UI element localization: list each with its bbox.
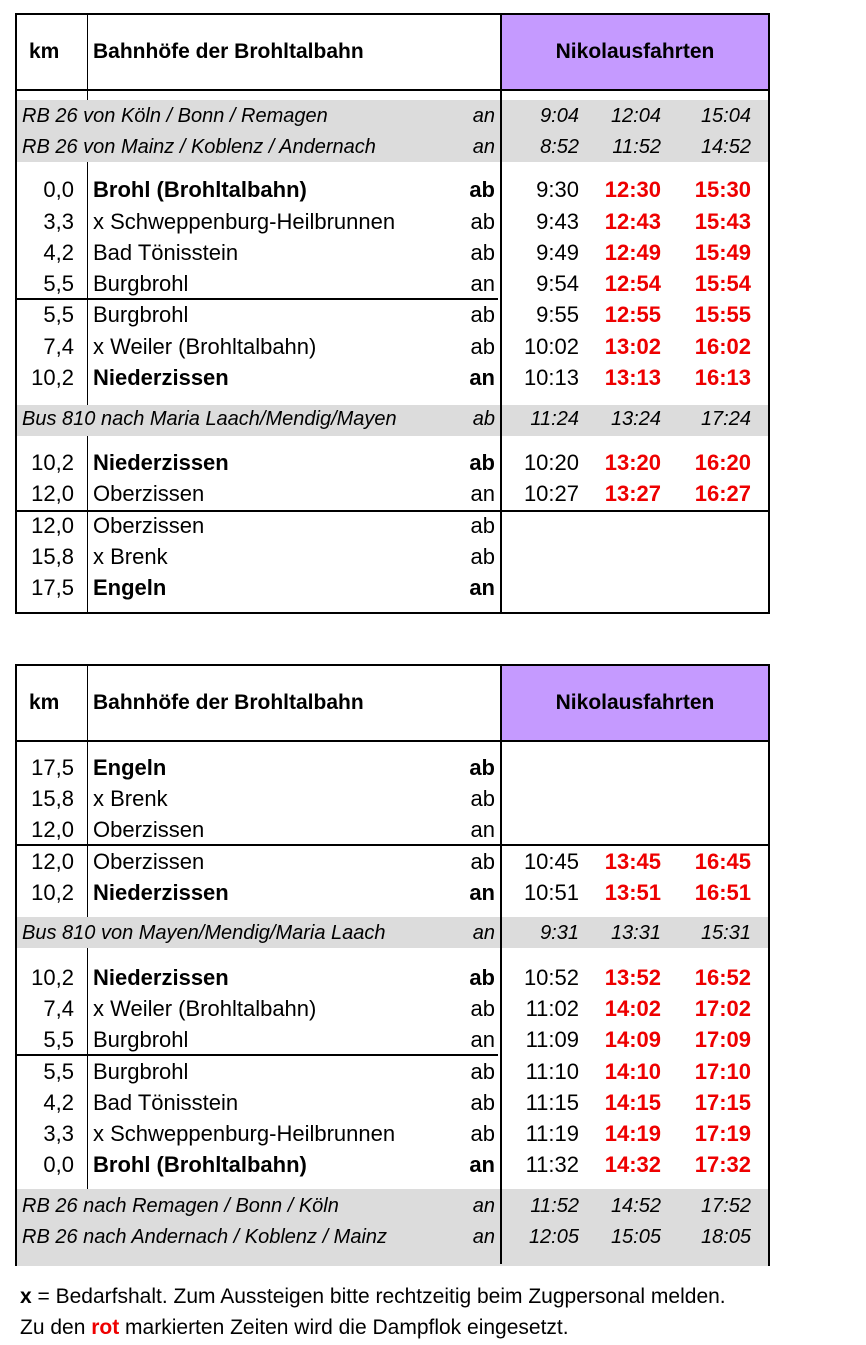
arr-dep-cell: ab — [470, 240, 495, 265]
arr-dep-cell: ab — [470, 786, 495, 811]
header-stations: Bahnhöfe der Brohltalbahn — [93, 691, 364, 714]
km-cell: 12,0 — [31, 481, 74, 506]
station-cell: Brohl (Brohltalbahn) — [93, 1152, 307, 1177]
arr-dep-cell: ab — [469, 450, 495, 475]
time-cell: 13:13 — [604, 365, 661, 390]
station-cell: Oberzissen — [93, 513, 205, 538]
station-cell: Burgbrohl — [93, 1059, 189, 1084]
table-row — [17, 1056, 768, 1087]
arr-dep-cell: ab — [469, 177, 495, 202]
arr-dep-cell: ab — [470, 1121, 495, 1146]
km-cell: 12,0 — [31, 513, 74, 538]
time-cell: 11:19 — [525, 1121, 579, 1146]
time-cell: 18:05 — [700, 1226, 751, 1248]
time-cell: 15:05 — [610, 1226, 661, 1248]
header-km: km — [29, 691, 60, 714]
station-cell: Brohl (Brohltalbahn) — [93, 177, 307, 202]
time-cell: 9:31 — [540, 922, 579, 944]
time-cell: 12:54 — [604, 271, 661, 296]
time-cell: 9:55 — [536, 302, 579, 327]
time-cell: 10:51 — [523, 880, 579, 905]
km-cell: 12,0 — [31, 817, 74, 842]
station-cell: Burgbrohl — [93, 302, 189, 327]
arr-dep-cell: an — [470, 481, 495, 506]
arr-dep-cell: ab — [470, 1059, 495, 1084]
connection-row — [17, 132, 768, 163]
arr-dep-cell: an — [470, 271, 495, 296]
time-cell: 15:54 — [694, 271, 751, 296]
table-row — [17, 541, 768, 572]
arr-dep-cell: an — [469, 880, 495, 905]
arr-dep-cell: ab — [470, 302, 495, 327]
arr-dep-cell: an — [469, 575, 495, 600]
arr-dep-cell: ab — [470, 849, 495, 874]
timetable-outbound — [15, 13, 770, 614]
km-cell: 4,2 — [43, 240, 74, 265]
time-cell: 15:31 — [700, 922, 751, 944]
table-row — [17, 331, 768, 362]
table-row — [17, 1087, 768, 1118]
arr-dep-cell: ab — [470, 513, 495, 538]
time-cell: 9:04 — [540, 105, 579, 127]
time-cell: 15:49 — [694, 240, 751, 265]
table-row — [17, 877, 768, 908]
time-cell: 11:32 — [525, 1152, 579, 1177]
time-cell: 11:52 — [612, 136, 661, 158]
time-cell: 12:49 — [604, 240, 661, 265]
time-cell: 10:27 — [523, 481, 579, 506]
table-row — [17, 206, 768, 237]
connection-row — [17, 1191, 768, 1222]
km-cell: 10,2 — [31, 365, 74, 390]
table-row — [17, 1024, 768, 1055]
table-row — [17, 1149, 768, 1180]
table-row — [17, 237, 768, 268]
time-cell: 14:52 — [610, 1195, 661, 1217]
connection-row — [17, 1222, 768, 1253]
km-cell: 10,2 — [31, 880, 74, 905]
time-cell: 13:27 — [604, 481, 661, 506]
time-cell: 13:02 — [604, 334, 661, 359]
timetable-return — [15, 664, 770, 1266]
time-cell: 15:04 — [700, 105, 751, 127]
header-service: Nikolausfahrten — [555, 691, 715, 714]
station-cell: Engeln — [93, 575, 167, 600]
km-cell: 7,4 — [43, 334, 74, 359]
arr-dep-cell: an — [469, 365, 495, 390]
time-cell: 10:13 — [523, 365, 579, 390]
arr-dep-cell: ab — [470, 1090, 495, 1115]
km-cell: 7,4 — [43, 996, 74, 1021]
station-cell: Engeln — [93, 755, 167, 780]
time-cell: 11:02 — [525, 996, 579, 1021]
time-cell: 13:31 — [610, 922, 661, 944]
time-cell: 16:45 — [694, 849, 751, 874]
table-header — [17, 15, 768, 91]
arr-dep-cell: ab — [470, 544, 495, 569]
time-cell: 15:43 — [694, 209, 751, 234]
time-cell: 13:24 — [610, 408, 661, 430]
connection-row — [17, 918, 768, 949]
time-cell: 13:51 — [604, 880, 661, 905]
footnote-steam: Zu den rot markierten Zeiten wird die Dampflok eingesetzt. — [20, 1316, 569, 1339]
station-cell: Bus 810 nach Maria Laach/Mendig/Mayen — [22, 408, 397, 430]
table-row — [17, 299, 768, 330]
time-cell: 17:15 — [694, 1090, 751, 1115]
station-cell: RB 26 nach Andernach / Koblenz / Mainz — [22, 1226, 388, 1248]
station-cell: Oberzissen — [93, 849, 205, 874]
km-cell: 17,5 — [31, 575, 74, 600]
time-cell: 17:19 — [694, 1121, 751, 1146]
table-header — [17, 666, 768, 742]
time-cell: 12:43 — [604, 209, 661, 234]
table-row — [17, 993, 768, 1024]
km-cell: 5,5 — [43, 271, 74, 296]
table-row — [17, 572, 768, 603]
station-cell: Oberzissen — [93, 481, 205, 506]
station-cell: x Weiler (Brohltalbahn) — [93, 334, 317, 359]
station-cell: x Schweppenburg-Heilbrunnen — [93, 1121, 396, 1146]
time-cell: 11:52 — [530, 1195, 579, 1217]
time-cell: 12:04 — [610, 105, 661, 127]
column-divider — [87, 15, 88, 100]
time-cell: 16:02 — [694, 334, 751, 359]
time-cell: 9:54 — [536, 271, 579, 296]
station-cell: Niederzissen — [93, 880, 229, 905]
time-cell: 12:05 — [528, 1226, 579, 1248]
time-cell: 10:52 — [523, 965, 579, 990]
station-cell: RB 26 von Köln / Bonn / Remagen — [22, 105, 328, 127]
connection-row — [17, 404, 768, 435]
table-row — [17, 174, 768, 205]
table-row — [17, 814, 768, 845]
time-cell: 11:10 — [525, 1059, 579, 1084]
time-cell: 13:52 — [604, 965, 661, 990]
time-cell: 16:20 — [694, 450, 751, 475]
km-cell: 15,8 — [31, 544, 74, 569]
arr-dep-cell: an — [472, 1226, 495, 1248]
header-km: km — [29, 40, 60, 63]
km-cell: 12,0 — [31, 849, 74, 874]
station-cell: Burgbrohl — [93, 1027, 189, 1052]
km-cell: 5,5 — [43, 1059, 74, 1084]
time-cell: 14:15 — [604, 1090, 661, 1115]
km-cell: 0,0 — [43, 177, 74, 202]
time-cell: 9:49 — [536, 240, 579, 265]
km-cell: 17,5 — [31, 755, 74, 780]
km-cell: 10,2 — [31, 965, 74, 990]
time-cell: 16:51 — [694, 880, 751, 905]
km-cell: 4,2 — [43, 1090, 74, 1115]
time-cell: 17:02 — [694, 996, 751, 1021]
km-cell: 5,5 — [43, 302, 74, 327]
header-service: Nikolausfahrten — [555, 40, 715, 63]
table-row — [17, 962, 768, 993]
time-cell: 16:52 — [694, 965, 751, 990]
time-cell: 14:09 — [604, 1027, 661, 1052]
time-cell: 10:02 — [523, 334, 579, 359]
time-cell: 15:55 — [694, 302, 751, 327]
time-cell: 17:52 — [700, 1195, 751, 1217]
station-cell: Bad Tönisstein — [93, 1090, 239, 1115]
time-cell: 17:32 — [694, 1152, 751, 1177]
time-cell: 15:30 — [694, 177, 751, 202]
table-row — [17, 362, 768, 393]
station-cell: x Brenk — [93, 786, 168, 811]
arr-dep-cell: ab — [472, 408, 495, 430]
station-cell: Niederzissen — [93, 450, 229, 475]
station-cell: Bad Tönisstein — [93, 240, 239, 265]
arr-dep-cell: an — [472, 1195, 495, 1217]
arr-dep-cell: ab — [470, 334, 495, 359]
arr-dep-cell: an — [472, 105, 495, 127]
arr-dep-cell: an — [469, 1152, 495, 1177]
footnote-request-stop: x = Bedarfshalt. Zum Aussteigen bitte rechtzeitig beim Zugpersonal melden. — [20, 1285, 726, 1308]
time-cell: 12:55 — [604, 302, 661, 327]
arr-dep-cell: ab — [469, 755, 495, 780]
time-cell: 17:10 — [694, 1059, 751, 1084]
connection-row — [17, 101, 768, 132]
table-row — [17, 268, 768, 299]
arr-dep-cell: an — [472, 136, 495, 158]
time-cell: 9:30 — [536, 177, 579, 202]
km-cell: 3,3 — [43, 1121, 74, 1146]
station-cell: x Schweppenburg-Heilbrunnen — [93, 209, 396, 234]
time-cell: 14:52 — [700, 136, 751, 158]
km-cell: 10,2 — [31, 450, 74, 475]
station-cell: RB 26 von Mainz / Koblenz / Andernach — [22, 136, 376, 158]
station-cell: RB 26 nach Remagen / Bonn / Köln — [22, 1195, 339, 1217]
table-row — [17, 510, 768, 541]
time-cell: 11:15 — [525, 1090, 579, 1115]
km-cell: 0,0 — [43, 1152, 74, 1177]
station-cell: Bus 810 von Mayen/Mendig/Maria Laach — [22, 922, 386, 944]
time-cell: 11:24 — [530, 408, 579, 430]
table-row — [17, 752, 768, 783]
time-cell: 14:32 — [604, 1152, 661, 1177]
table-row — [17, 783, 768, 814]
table-row — [17, 447, 768, 478]
table-row — [17, 846, 768, 877]
station-cell: Niederzissen — [93, 365, 229, 390]
header-stations: Bahnhöfe der Brohltalbahn — [93, 40, 364, 63]
arr-dep-cell: an — [470, 817, 495, 842]
arr-dep-cell: ab — [470, 209, 495, 234]
time-cell: 8:52 — [540, 136, 579, 158]
table-row — [17, 1118, 768, 1149]
time-cell: 14:19 — [604, 1121, 661, 1146]
time-cell: 16:27 — [694, 481, 751, 506]
station-cell: x Brenk — [93, 544, 168, 569]
time-cell: 9:43 — [536, 209, 579, 234]
station-cell: Niederzissen — [93, 965, 229, 990]
time-cell: 10:20 — [523, 450, 579, 475]
arr-dep-cell: an — [472, 922, 495, 944]
time-cell: 17:09 — [694, 1027, 751, 1052]
table-row — [17, 478, 768, 509]
time-cell: 17:24 — [700, 408, 751, 430]
time-cell: 14:10 — [604, 1059, 661, 1084]
time-cell: 10:45 — [523, 849, 579, 874]
arr-dep-cell: ab — [470, 996, 495, 1021]
time-cell: 12:30 — [604, 177, 661, 202]
time-cell: 11:09 — [525, 1027, 579, 1052]
arr-dep-cell: ab — [469, 965, 495, 990]
arr-dep-cell: an — [470, 1027, 495, 1052]
time-cell: 14:02 — [604, 996, 661, 1021]
km-cell: 15,8 — [31, 786, 74, 811]
km-cell: 5,5 — [43, 1027, 74, 1052]
km-cell: 3,3 — [43, 209, 74, 234]
station-cell: Burgbrohl — [93, 271, 189, 296]
time-cell: 16:13 — [694, 365, 751, 390]
station-cell: Oberzissen — [93, 817, 205, 842]
station-cell: x Weiler (Brohltalbahn) — [93, 996, 317, 1021]
time-cell: 13:20 — [604, 450, 661, 475]
time-cell: 13:45 — [604, 849, 661, 874]
